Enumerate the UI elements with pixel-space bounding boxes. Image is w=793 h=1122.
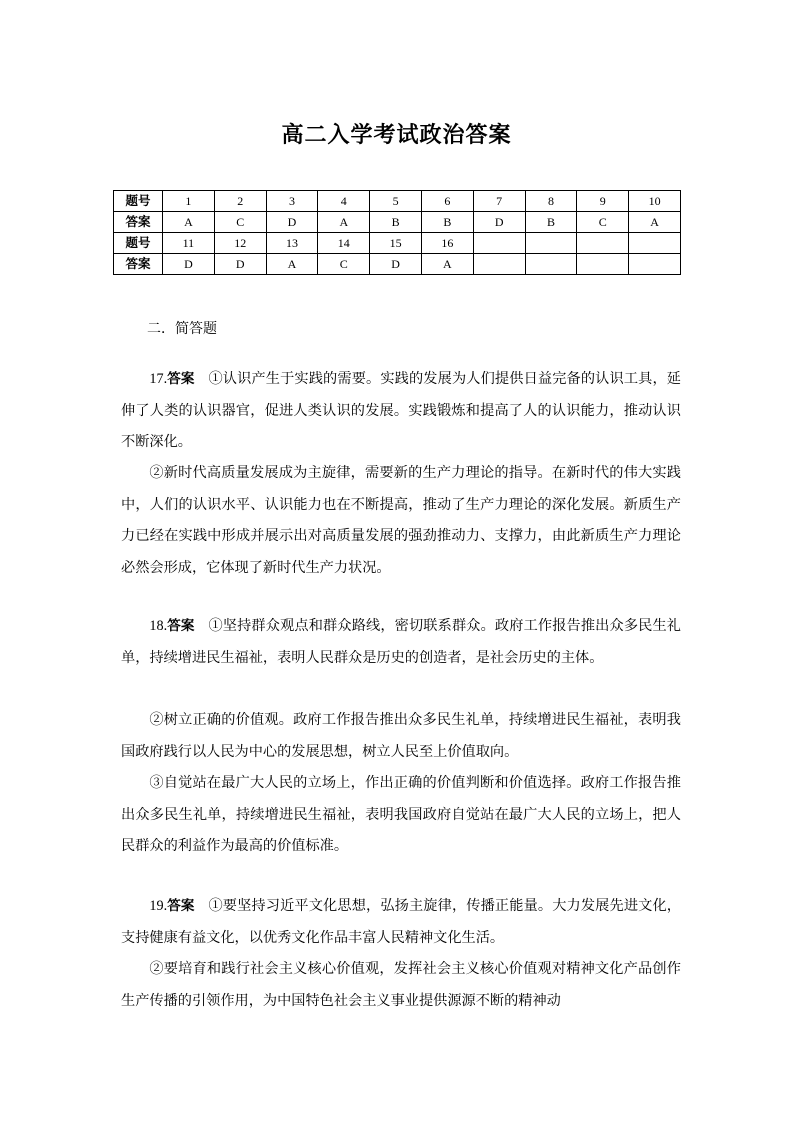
q19-label: 答案 — [167, 898, 195, 914]
table-cell: 6 — [421, 191, 473, 212]
table-row — [114, 191, 681, 212]
table-cell: D — [266, 212, 318, 233]
q17-answer-p2: ②新时代高质量发展成为主旋律，需要新的生产力理论的指导。在新时代的伟大实践中，人们的认识水平、认识能力也在不断提高，推动了生产力理论的深化发展。新质生产力已经在实践中形成并展示出对高质量发展的强劲推动力、支撑力，由此新质生产力理论必然会形成，它体现了新时代生产力状况。 — [121, 465, 681, 576]
table-row — [114, 233, 681, 254]
table-cell — [577, 233, 629, 254]
table-cell: 16 — [421, 233, 473, 254]
table-cell: 13 — [266, 233, 318, 254]
page-title: 高二入学考试政治答案 — [281, 123, 512, 148]
table-cell — [629, 233, 681, 254]
section-title: 二．简答题 — [147, 321, 217, 337]
q19-answer-p1 — [121, 891, 681, 954]
table-cell: 12 — [214, 233, 266, 254]
table-row — [114, 212, 681, 233]
table-cell — [629, 254, 681, 275]
row-header: 题号 — [114, 233, 163, 254]
q18-answer-p3: ③自觉站在最广大人民的立场上，作出正确的价值判断和价值选择。政府工作报告推出众多民生礼单，持续增进民生福祉，表明我国政府自觉站在最广大人民的立场上，把人民群众的利益作为最高的价值标准。 — [121, 775, 681, 854]
table-cell — [525, 254, 577, 275]
table-cell: B — [370, 212, 422, 233]
table-cell: 3 — [266, 191, 318, 212]
q18-label: 答案 — [167, 618, 195, 634]
answer-table — [113, 190, 681, 275]
table-row — [114, 254, 681, 275]
table-cell: 7 — [473, 191, 525, 212]
q18-number: 18. — [149, 618, 168, 634]
table-cell: A — [163, 212, 215, 233]
table-cell: B — [421, 212, 473, 233]
q17-answer-p1 — [121, 364, 681, 459]
q18-answer-p2: ②树立正确的价值观。政府工作报告推出众多民生礼单，持续增进民生福祉，表明我国政府践行以人民为中心的发展思想，树立人民至上价值取向。 — [121, 712, 681, 760]
table-cell: 1 — [163, 191, 215, 212]
table-cell: C — [214, 212, 266, 233]
table-cell: A — [266, 254, 318, 275]
table-cell: 9 — [577, 191, 629, 212]
table-cell: C — [577, 212, 629, 233]
table-cell — [577, 254, 629, 275]
q17-text-1: ①认识产生于实践的需要。实践的发展为人们提供日益完备的认识工具，延伸了人类的认识器官，促进人类认识的发展。实践锻炼和提高了人的认识能力，推动认识不断深化。 — [121, 371, 681, 450]
table-cell: 14 — [318, 233, 370, 254]
q18-text-1: ①坚持群众观点和群众路线，密切联系群众。政府工作报告推出众多民生礼单，持续增进民生福祉，表明人民群众是历史的创造者，是社会历史的主体。 — [121, 618, 681, 666]
table-cell — [525, 233, 577, 254]
table-cell: 4 — [318, 191, 370, 212]
row-header: 答案 — [114, 212, 163, 233]
table-cell: D — [163, 254, 215, 275]
q19-number: 19. — [149, 898, 168, 914]
table-cell: D — [473, 212, 525, 233]
table-cell: D — [370, 254, 422, 275]
q17-number: 17. — [149, 371, 168, 387]
row-header: 答案 — [114, 254, 163, 275]
table-cell: A — [421, 254, 473, 275]
table-cell: 15 — [370, 233, 422, 254]
q19-text-1: ①要坚持习近平文化思想，弘扬主旋律，传播正能量。大力发展先进文化，支持健康有益文化，以优秀文化作品丰富人民精神文化生活。 — [121, 898, 681, 946]
table-cell: D — [214, 254, 266, 275]
table-cell: 5 — [370, 191, 422, 212]
table-cell: 11 — [163, 233, 215, 254]
q17-label: 答案 — [167, 371, 195, 387]
q19-answer-p2: ②要培育和践行社会主义核心价值观，发挥社会主义核心价值观对精神文化产品创作生产传播的引领作用，为中国特色社会主义事业提供源源不断的精神动 — [121, 961, 681, 1009]
table-cell: 8 — [525, 191, 577, 212]
table-cell: A — [318, 212, 370, 233]
table-cell: 2 — [214, 191, 266, 212]
row-header: 题号 — [114, 191, 163, 212]
table-cell — [473, 254, 525, 275]
table-cell — [473, 233, 525, 254]
q18-answer-p1 — [121, 611, 681, 674]
table-cell: 10 — [629, 191, 681, 212]
table-cell: A — [629, 212, 681, 233]
table-cell: C — [318, 254, 370, 275]
table-cell: B — [525, 212, 577, 233]
